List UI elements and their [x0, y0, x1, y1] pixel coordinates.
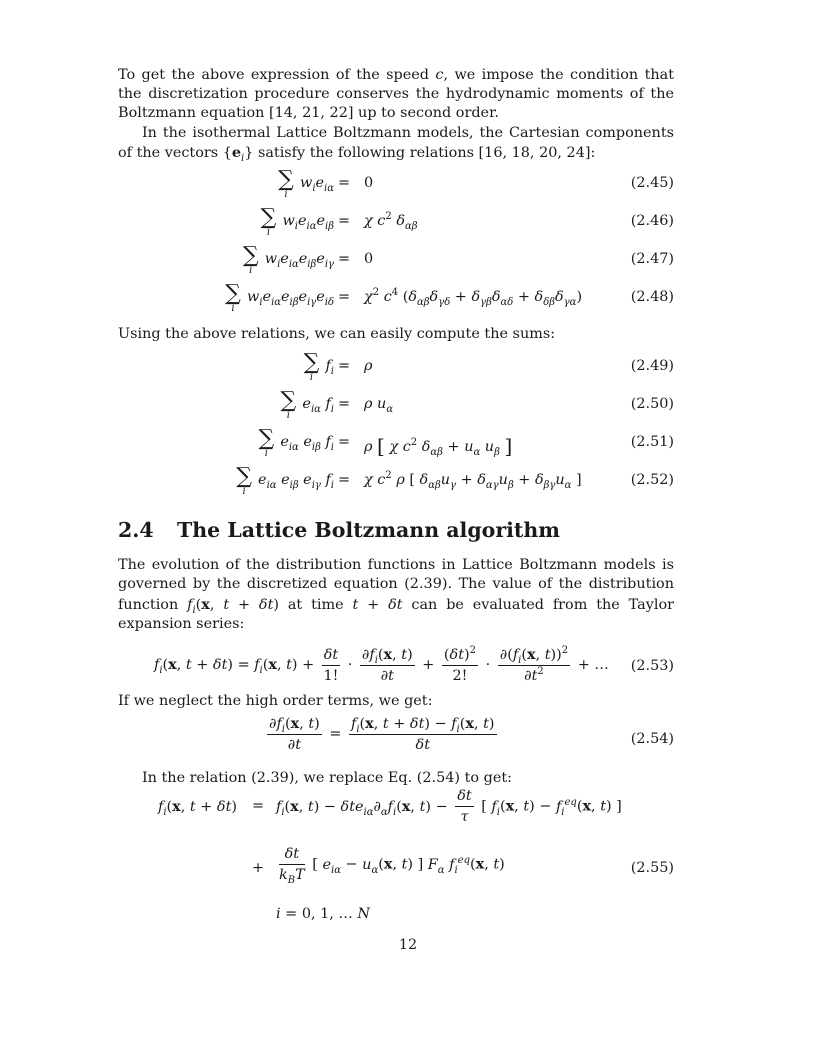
equation-number: (2.50)	[630, 396, 674, 413]
equation-number: (2.53)	[630, 658, 674, 675]
equation-2-52: ∑ i $e_{i\alpha}$ $e_{i\beta}$ $e_{i\gamma}$ $f_i$ = χ $c^2$ ρ [ $\delta_{\alpha\beta}u_\gamma + \delta_{\alpha\gamma}u_\beta + \delta_{\beta\gamma}u_\alpha$ ] (2.52)	[236, 464, 674, 498]
page-number: 12	[398, 937, 418, 953]
paragraph-6: In the relation (2.39), we replace Eq. (2.54) to get:	[142, 770, 512, 787]
equation-number: (2.47)	[630, 251, 674, 268]
equation-2-50: ∑ i $e_{i\alpha}$ $f_i$ = ρ $u_\alpha$ (2.50)	[280, 388, 674, 422]
equation-number: (2.55)	[630, 860, 674, 877]
equation-2-49: ∑ i $f_i$ = ρ (2.49)	[303, 350, 674, 384]
equation-2-45: ∑ i $w_ie_{i\alpha}$ = 0 (2.45)	[278, 167, 674, 201]
section-heading	[118, 518, 674, 542]
paragraph-3: Using the above relations, we can easily compute the sums:	[118, 326, 556, 343]
equation-number: (2.45)	[630, 175, 674, 192]
equation-2-54: $\frac{\partial f_i(x, t)}{\partial t}$ = $\frac{f_i(x, t + \delta t) - f_i(x, t)}{\delta t}$ (2.54)	[269, 715, 674, 754]
equation-number: (2.46)	[630, 213, 674, 230]
section-number: 2.4	[118, 518, 154, 543]
equation-2-55: $f_i(x$, t + δt) = $f_i(x$, $t) - \delta te_{i\alpha}\partial_\alpha f_i(x$, t) − $\frac{\delta t}{\tau}$ [ $f_i(x$, $t) - f_i^{eq}(x$, t) ] + $\frac{\delta t}{k_BT}$ [ $e_{i\alpha} - u_\alpha(x$, t) ] $F_\alpha$ $f_i^{eq}(x$, t) (2.55) i = 0, 1, … N	[158, 788, 674, 923]
page-body	[118, 66, 674, 923]
paragraph-4: The evolution of the distribution functions in Lattice Boltzmann models is governed by the discretized equation (2.39). The value of the distribution function $f_i(x$, t + δt) at time t + δt can be evaluated from the Taylor expansion series:	[118, 557, 674, 632]
section-title: The Lattice Boltzmann algorithm	[177, 518, 560, 543]
equation-2-47: ∑ i $w_ie_{i\alpha}e_{i\beta}e_{i\gamma}$ = 0 (2.47)	[242, 243, 674, 277]
equation-number: (2.54)	[630, 731, 674, 748]
equation-2-46: ∑ i $w_ie_{i\alpha}e_{i\beta}$ = χ $c^2$ $\delta_{\alpha\beta}$ (2.46)	[260, 205, 674, 239]
equation-2-53: $f_i(x$, $t + \delta t) = f_i(x$, t) + $\frac{\delta t}{1!}$ · $\frac{\partial f_i(x, t)}{\partial t}$ + $\frac{(\delta t)^2}{2!}$ · $\frac{\partial(f_i(x, t))^2}{\partial t^2}$ + … (2.53)	[154, 644, 674, 685]
paragraph-2: In the isothermal Lattice Boltzmann models, the Cartesian components of the vectors $\{e_i\}$ satisfy the following relations [16, 18, 20, 24]:	[118, 124, 674, 164]
paragraph-1: To get the above expression of the speed c, we impose the condition that the discretization procedure conserves the hydrodynamic moments of the Boltzmann equation [14, 21, 22] up to second order.	[118, 67, 674, 122]
equation-number: (2.49)	[630, 358, 674, 375]
equation-2-51: ∑ i $e_{i\alpha}$ $e_{i\beta}$ $f_i$ = ρ [ χ $c^2$ $\delta_{\alpha\beta} + u_\alpha$ $u_\beta$ ] (2.51)	[258, 426, 674, 460]
equation-2-48: ∑ i $w_ie_{i\alpha}e_{i\beta}e_{i\gamma}e_{i\delta}$ = $\chi^2$ $c^4$ $(\delta_{\alpha\beta}\delta_{\gamma\delta} + \delta_{\gamma\beta}\delta_{\alpha\delta} + \delta_{\delta\beta}\delta_{\gamma\alpha})$ (2.48)	[225, 281, 674, 315]
equation-number: (2.48)	[630, 289, 674, 306]
equation-number: (2.51)	[630, 434, 674, 451]
equation-number: (2.52)	[630, 472, 674, 489]
paragraph-5: If we neglect the high order terms, we get:	[118, 693, 433, 710]
index-range: i = 0, 1, … N	[276, 906, 370, 923]
